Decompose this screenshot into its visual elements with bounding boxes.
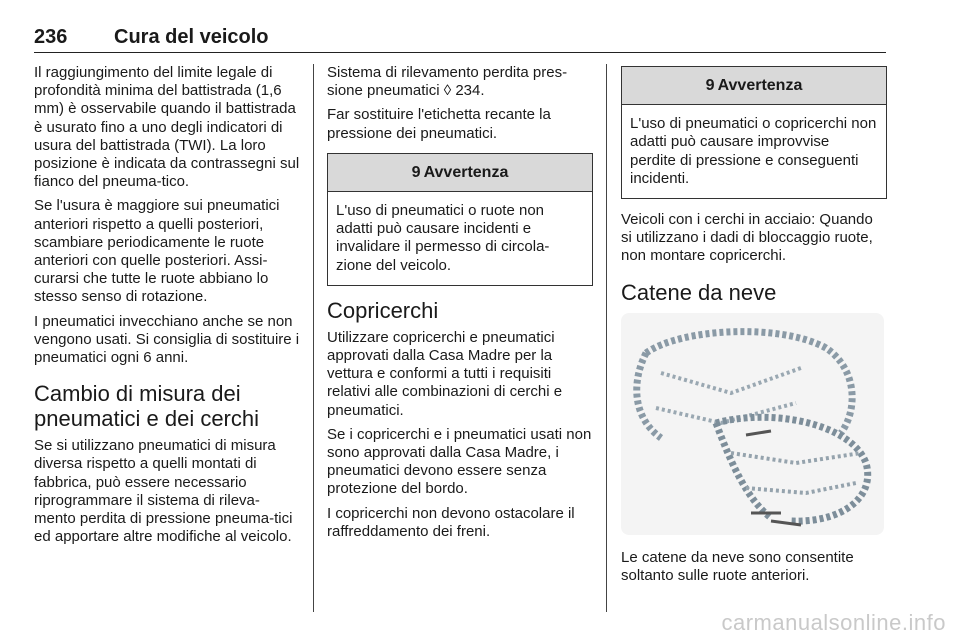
- snow-chains-illustration: [621, 313, 884, 535]
- paragraph: Le catene da neve sono consentite soltanto sulle ruote anteriori.: [621, 548, 854, 584]
- warning-icon: 9: [705, 77, 715, 94]
- warning-title: Avvertenza: [423, 163, 509, 181]
- paragraph: Se l'usura è maggiore sui pneumatici anteriori rispetto a quelli posteriori, scambiare periodicamente le ruote anteriori con quelle posteriori. Assi-curarsi che tutte le ruote abbiano lo stesso senso di rotazione.: [34, 197, 280, 306]
- warning-header: [328, 154, 592, 192]
- page-header: [34, 26, 886, 53]
- section-title: Cura del veicolo: [114, 26, 269, 48]
- section-heading: Cambio di misura dei pneumatici e dei cerchi: [34, 381, 260, 432]
- paragraph: Se si utilizzano pneumatici di misura diversa rispetto a quelli montati di fabbrica, può essere necessario riprogrammare il sistema di rileva-mento perdita di pressione pneuma-tici ed apportare altre modifiche al veicolo.: [34, 437, 293, 546]
- warning-box: [327, 153, 593, 286]
- paragraph: Se i copricerchi e i pneumatici usati non sono approvati dalla Casa Madre, i pneumatici devono essere senza protezione del bordo.: [327, 425, 592, 498]
- paragraph: I copricerchi non devono ostacolare il raffreddamento dei freni.: [327, 504, 575, 540]
- paragraph: Veicoli con i cerchi in acciaio: Quando si utilizzano i dadi di bloccaggio ruote, non montare copricerchi.: [621, 211, 873, 265]
- snow-chains-drawing: [621, 313, 884, 535]
- column-right: [621, 64, 887, 591]
- page-number: 236: [34, 26, 68, 48]
- warning-header: [622, 67, 886, 105]
- paragraph: Far sostituire l'etichetta recante la pressione dei pneumatici.: [327, 106, 551, 142]
- warning-title: Avvertenza: [717, 77, 803, 94]
- warning-text: L'uso di pneumatici o ruote non adatti può causare incidenti e invalidare il permesso di circola-zione del veicolo.: [336, 202, 550, 274]
- column-left: [34, 64, 300, 552]
- watermark: carmanualsonline.info: [721, 610, 946, 635]
- paragraph: Utilizzare copricerchi e pneumatici approvati dalla Casa Madre per la vettura e conformi a tutti i requisiti relativi alle combinazioni di cerchi e pneumatici.: [327, 328, 563, 419]
- section-heading: Copricerchi: [327, 297, 439, 323]
- paragraph: I pneumatici invecchiano anche se non vengono usati. Si consiglia di sostituire i pneumatici ogni 6 anni.: [34, 312, 300, 367]
- warning-icon: 9: [411, 163, 421, 181]
- column-divider: [313, 64, 314, 612]
- warning-text: L'uso di pneumatici o copricerchi non adatti può causare improvvise perdite di pressione e conseguenti incidenti.: [630, 115, 877, 187]
- paragraph: Il raggiungimento del limite legale di profondità minima del battistrada (1,6 mm) è osservabile quando il battistrada è usurato fino a uno degli indicatori di usura del battistrada (TWI). La loro posizione è indicata da contrassegni sul fianco del pneuma-tico.: [34, 64, 300, 191]
- warning-box: [621, 66, 887, 199]
- column-divider: [606, 64, 607, 612]
- section-heading: Catene da neve: [621, 279, 777, 305]
- column-middle: [327, 64, 593, 547]
- paragraph: Sistema di rilevamento perdita pres-sione pneumatici ◊ 234.: [327, 64, 568, 100]
